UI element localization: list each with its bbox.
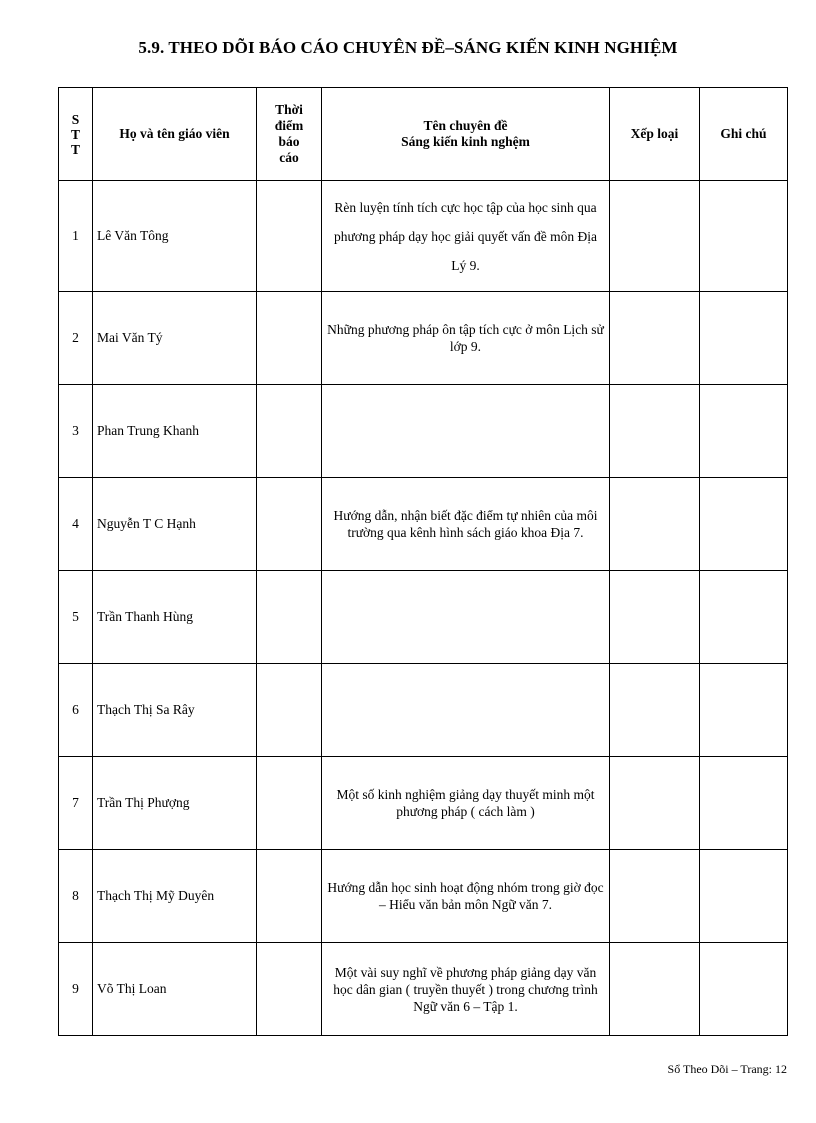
header-time: Thời điểm báo cáo <box>257 88 322 181</box>
cell-rank <box>610 850 700 943</box>
header-name: Họ và tên giáo viên <box>93 88 257 181</box>
cell-name: Lê Văn Tông <box>93 181 257 292</box>
cell-topic <box>322 385 610 478</box>
header-stt-text: STT <box>70 111 80 157</box>
cell-stt: 7 <box>59 757 93 850</box>
cell-topic: Những phương pháp ôn tập tích cực ở môn Lịch sử lớp 9. <box>322 292 610 385</box>
cell-topic: Hướng dẫn học sinh hoạt động nhóm trong giờ đọc – Hiểu văn bản môn Ngữ văn 7. <box>322 850 610 943</box>
cell-stt: 4 <box>59 478 93 571</box>
cell-stt: 3 <box>59 385 93 478</box>
cell-rank <box>610 664 700 757</box>
cell-stt: 1 <box>59 181 93 292</box>
header-stt <box>59 88 93 181</box>
header-rank: Xếp loại <box>610 88 700 181</box>
cell-note <box>700 385 788 478</box>
cell-topic <box>322 571 610 664</box>
cell-stt: 6 <box>59 664 93 757</box>
header-topic-line1: Tên chuyên đề <box>423 118 508 133</box>
cell-time <box>257 181 322 292</box>
cell-stt: 8 <box>59 850 93 943</box>
cell-topic <box>322 664 610 757</box>
report-table <box>58 87 788 1036</box>
table-row <box>59 385 788 478</box>
cell-time <box>257 850 322 943</box>
table-row <box>59 181 788 292</box>
cell-name: Nguyễn T C Hạnh <box>93 478 257 571</box>
table-row <box>59 571 788 664</box>
cell-note <box>700 478 788 571</box>
cell-note <box>700 757 788 850</box>
cell-rank <box>610 478 700 571</box>
cell-note <box>700 571 788 664</box>
cell-name: Thạch Thị Mỹ Duyên <box>93 850 257 943</box>
cell-time <box>257 571 322 664</box>
cell-rank <box>610 181 700 292</box>
table-row <box>59 943 788 1036</box>
cell-name: Mai Văn Tý <box>93 292 257 385</box>
cell-topic: Hướng dẫn, nhận biết đặc điểm tự nhiên của môi trường qua kênh hình sách giáo khoa Địa 7. <box>322 478 610 571</box>
cell-note <box>700 292 788 385</box>
header-row <box>59 88 788 181</box>
cell-time <box>257 757 322 850</box>
cell-stt: 9 <box>59 943 93 1036</box>
cell-rank <box>610 943 700 1036</box>
cell-name: Trần Thanh Hùng <box>93 571 257 664</box>
header-topic-line2: Sáng kiến kinh nghệm <box>401 134 530 149</box>
table-row <box>59 850 788 943</box>
cell-time <box>257 943 322 1036</box>
cell-name: Thạch Thị Sa Rây <box>93 664 257 757</box>
cell-topic: Một số kinh nghiệm giảng dạy thuyết minh một phương pháp ( cách làm ) <box>322 757 610 850</box>
header-note: Ghi chú <box>700 88 788 181</box>
cell-name: Trần Thị Phượng <box>93 757 257 850</box>
table-row <box>59 478 788 571</box>
table-row <box>59 757 788 850</box>
cell-name: Phan Trung Khanh <box>93 385 257 478</box>
cell-topic: Một vài suy nghĩ về phương pháp giảng dạy văn học dân gian ( truyền thuyết ) trong chương trình Ngữ văn 6 – Tập 1. <box>322 943 610 1036</box>
cell-stt: 2 <box>59 292 93 385</box>
cell-stt: 5 <box>59 571 93 664</box>
cell-time <box>257 292 322 385</box>
table-row <box>59 664 788 757</box>
cell-note <box>700 850 788 943</box>
cell-note <box>700 664 788 757</box>
page-footer: Sổ Theo Dõi – Trang: 12 <box>667 1062 787 1076</box>
header-topic <box>322 88 610 181</box>
table-row <box>59 292 788 385</box>
cell-name: Võ Thị Loan <box>93 943 257 1036</box>
cell-rank <box>610 292 700 385</box>
cell-note <box>700 181 788 292</box>
cell-time <box>257 385 322 478</box>
cell-rank <box>610 757 700 850</box>
page-title: 5.9. THEO DÕI BÁO CÁO CHUYÊN ĐỀ–SÁNG KIẾN KINH NGHIỆM <box>138 38 678 57</box>
cell-note <box>700 943 788 1036</box>
cell-time <box>257 478 322 571</box>
cell-rank <box>610 571 700 664</box>
cell-time <box>257 664 322 757</box>
cell-topic: Rèn luyện tính tích cực học tập của học sinh qua phương pháp dạy học giải quyết vấn đề môn Địa Lý 9. <box>322 181 610 292</box>
cell-rank <box>610 385 700 478</box>
